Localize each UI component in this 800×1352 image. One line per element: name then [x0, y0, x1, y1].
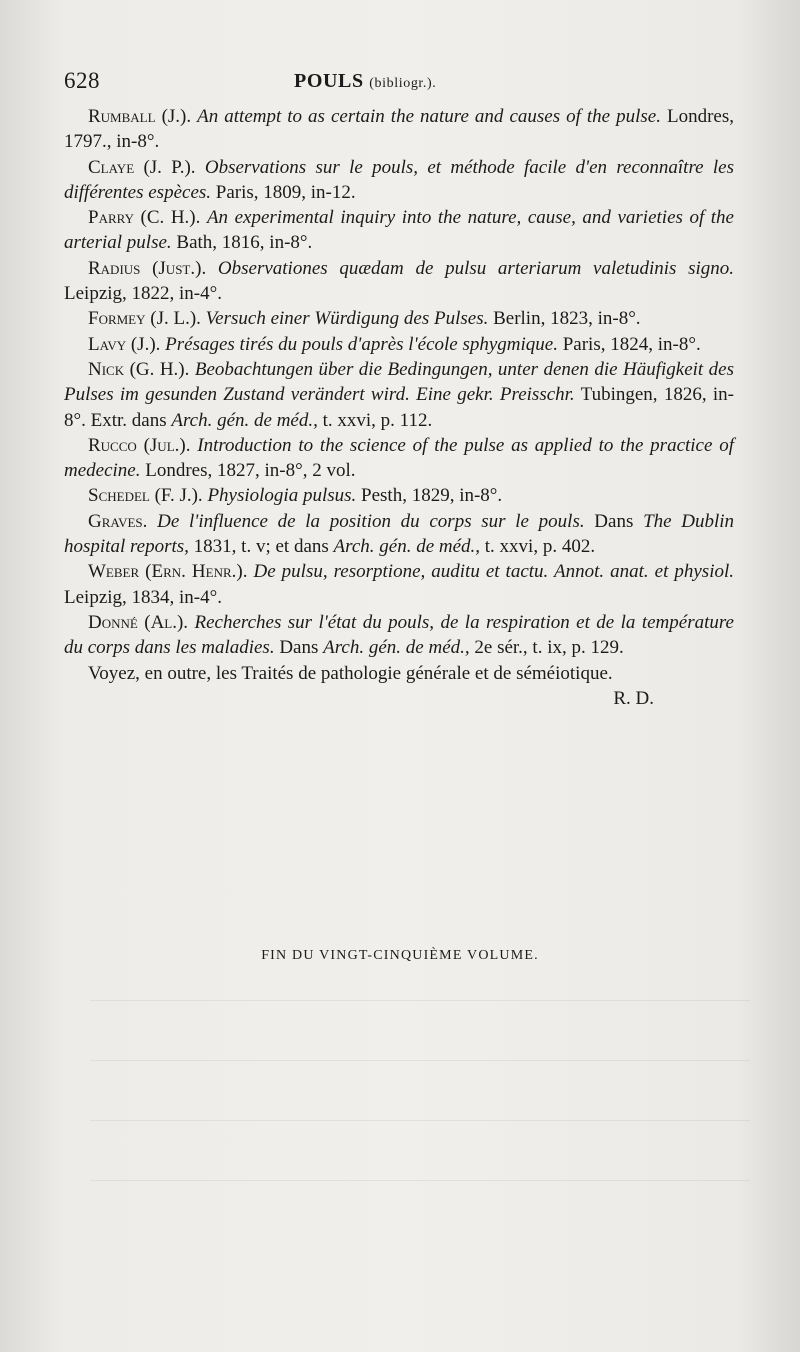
entry-imprint: Londres, 1827, in-8°, 2 vol. — [145, 460, 356, 482]
entry-author: Formey (J. L.). — [88, 308, 201, 330]
entry-tail-2: t. xxvi, p. 402. — [484, 536, 596, 558]
entry-author: Weber (Ern. Henr.). — [88, 561, 248, 583]
entry-journal-ref: The Dublin hospital reports, — [64, 510, 735, 558]
entry-imprint: Dans — [594, 510, 634, 532]
show-through-line — [90, 1120, 750, 1121]
entry-title: Observationes quædam de pulsu arteriarum valetudinis signo. — [217, 257, 735, 279]
page-header — [64, 68, 736, 98]
entry-title: De pulsu, resorptione, auditu et tactu. Annot. anat. et physiol. — [253, 561, 735, 583]
entry-title: Introduction to the science of the pulse as applied to the practice of medecine. — [64, 434, 734, 482]
bibliography-entry — [64, 610, 734, 661]
entry-imprint: Pesth, 1829, in-8°. — [361, 485, 503, 507]
closing-note-text: Voyez, en outre, les Traités de pathologie générale et de séméiotique. — [88, 662, 613, 684]
bibliography-entry — [64, 306, 734, 331]
entry-imprint: Bath, 1816, in-8°. — [176, 232, 313, 254]
entry-author: Lavy (J.). — [88, 333, 161, 355]
running-head-sub: (bibliogr.). — [369, 76, 437, 91]
entry-title: Beobachtungen über die Bedingungen, unter denen die Häufigkeit des Pulses im gesunden Zustand verändert wird. Eine gekr. Preisschr. — [64, 358, 734, 406]
bibliography-list — [64, 104, 734, 711]
entry-author: Parry (C. H.). — [88, 207, 201, 229]
entry-tail: t. xxvi, p. 112. — [322, 409, 433, 431]
bibliography-entry — [64, 332, 734, 357]
entry-journal-ref: Arch. gén. de méd., — [171, 409, 318, 431]
entry-author: Radius (Just.). — [88, 257, 207, 279]
closing-note — [64, 661, 734, 709]
bibliography-entry — [64, 509, 734, 560]
entry-title: Recherches sur l'état du pouls, de la respiration et de la température du corps dans les maladies. — [64, 611, 734, 659]
entry-author: Schedel (F. J.). — [88, 485, 203, 507]
volume-colophon: FIN DU VINGT-CINQUIÈME VOLUME. — [261, 948, 539, 963]
bibliography-entry — [64, 483, 734, 508]
bibliography-entry — [64, 256, 734, 307]
entry-title: Présages tirés du pouls d'après l'école sphygmique. — [165, 333, 558, 355]
show-through-line — [90, 1000, 750, 1001]
entry-title: Versuch einer Würdigung des Pulses. — [205, 308, 489, 330]
entry-author: Rumball (J.). — [88, 106, 192, 127]
entry-imprint: Londres, 1797., in-8°. — [64, 106, 735, 153]
page-number: 628 — [64, 68, 100, 93]
running-head — [294, 70, 436, 93]
entry-title: Physiologia pulsus. — [207, 485, 357, 507]
entry-imprint: Paris, 1809, in-12. — [215, 181, 356, 203]
bibliography-entry — [64, 433, 734, 484]
bibliography-entry — [64, 205, 734, 256]
bibliography-entry — [64, 559, 734, 610]
entry-author: Claye (J. P.). — [88, 156, 196, 178]
show-through-line — [90, 1180, 750, 1181]
entry-author: Graves. — [88, 510, 148, 532]
entry-tail: 2e sér., t. ix, p. 129. — [474, 637, 624, 659]
entry-imprint: Leipzig, 1822, in-4°. — [64, 283, 222, 305]
entry-author: Donné (Al.). — [88, 611, 189, 633]
entry-journal-ref-2: Arch. gén. de méd., — [333, 536, 481, 558]
entry-title: An attempt to as certain the nature and causes of the pulse. — [197, 106, 661, 127]
entry-title: De l'influence de la position du corps sur le pouls. — [157, 510, 585, 532]
running-head-main: POULS — [294, 70, 364, 92]
entry-imprint: Tubingen, 1826, in-8°. Extr. dans — [64, 384, 734, 431]
bibliography-entry — [64, 155, 734, 206]
entry-imprint: Dans — [279, 637, 319, 659]
entry-title: Observations sur le pouls, et méthode facile d'en reconnaître les différentes espèces. — [64, 156, 735, 203]
entry-imprint: Paris, 1824, in-8°. — [562, 333, 701, 355]
entry-author: Nick (G. H.). — [88, 358, 190, 380]
entry-imprint: Berlin, 1823, in-8°. — [493, 308, 641, 330]
entry-imprint: Leipzig, 1834, in-4°. — [64, 586, 222, 608]
author-signature: R. D. — [613, 687, 654, 709]
show-through-line — [90, 1060, 750, 1061]
entry-journal-ref: Arch. gén. de méd., — [323, 637, 470, 659]
bibliography-entry — [64, 104, 734, 155]
bibliography-entry — [64, 357, 734, 433]
entry-title: An experimental inquiry into the nature, cause, and varieties of the arterial pulse. — [64, 207, 734, 254]
entry-author: Rucco (Jul.). — [88, 434, 191, 456]
entry-tail: 1831, t. v; et dans — [193, 536, 329, 558]
